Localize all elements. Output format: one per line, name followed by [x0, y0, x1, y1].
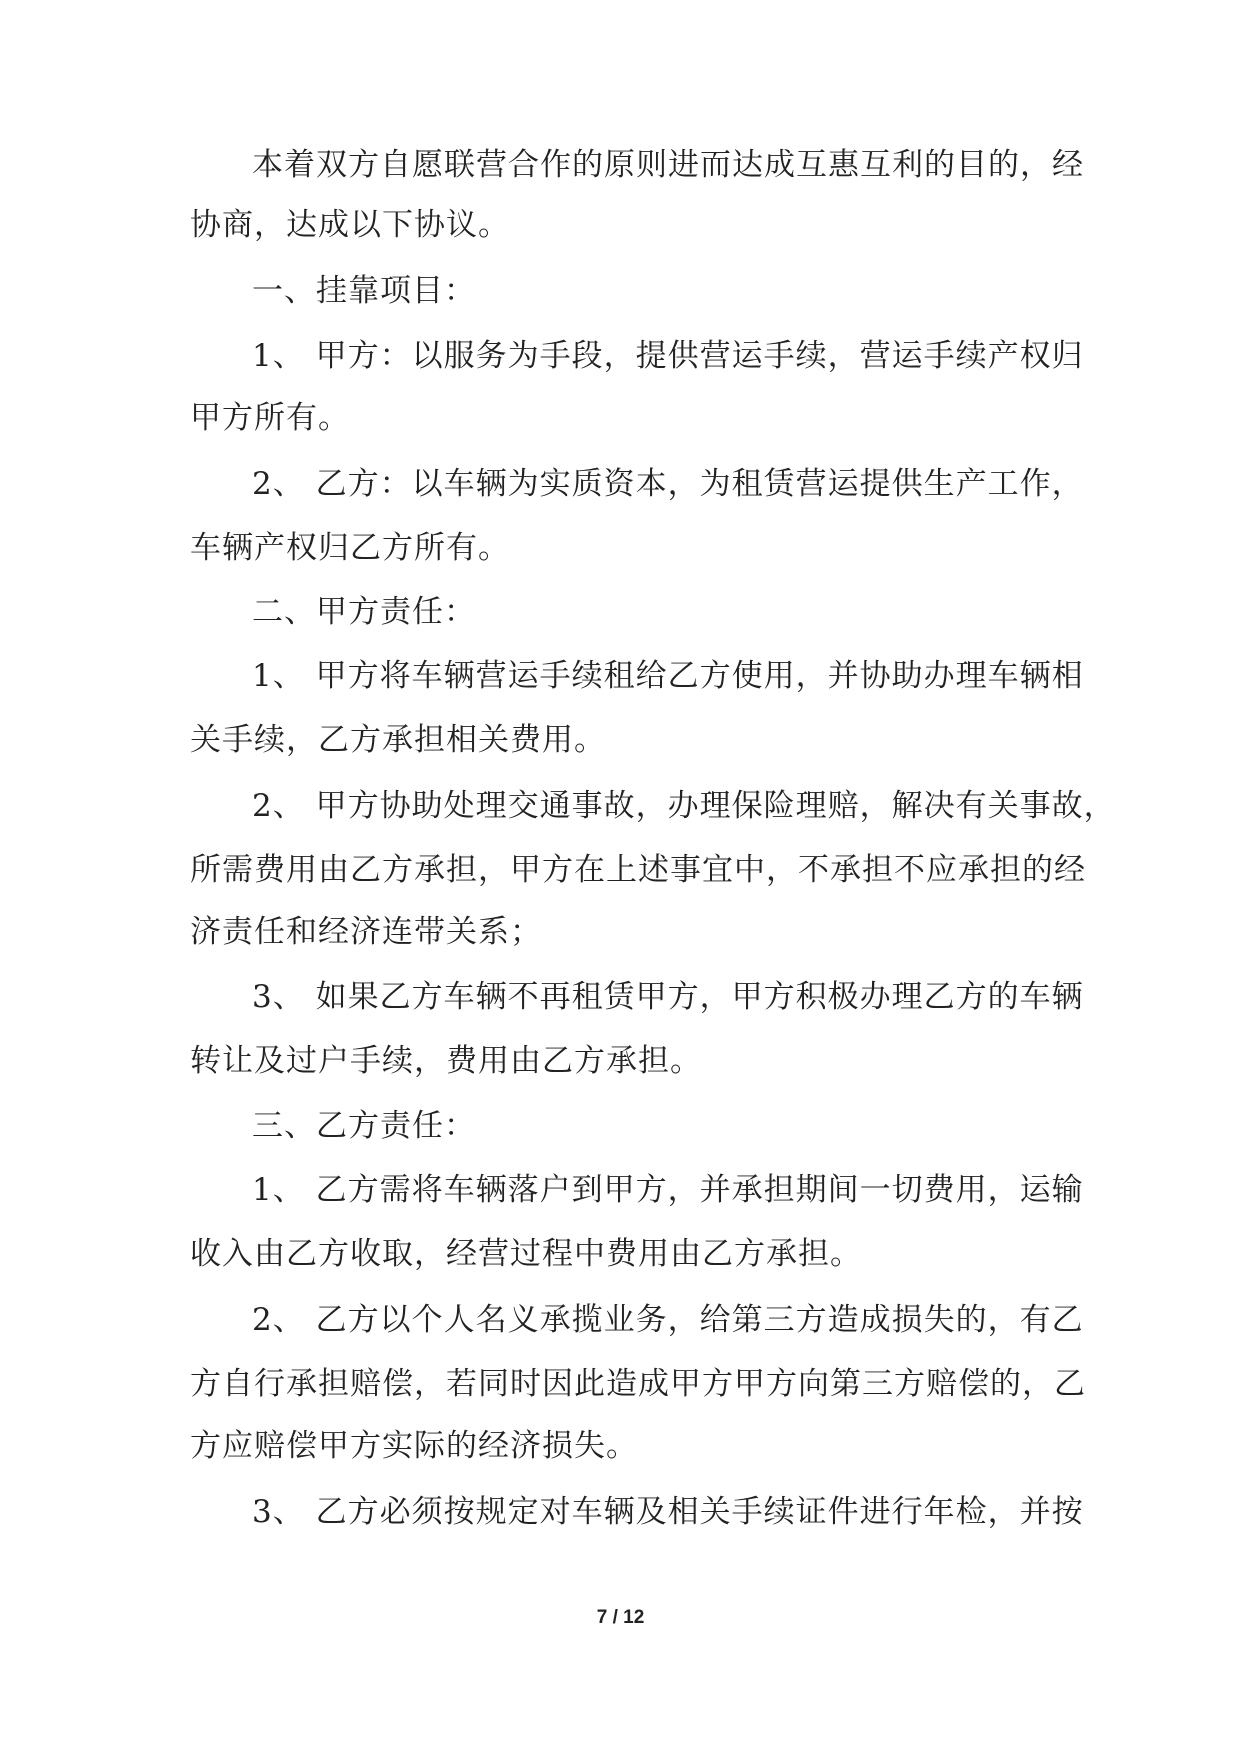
section-heading: 三、乙方责任：: [252, 1108, 476, 1144]
paragraph-line: 1、 甲方将车辆营运手续租给乙方使用，并协助办理车辆相: [252, 658, 1084, 694]
paragraph-line: 甲方所有。: [190, 400, 350, 436]
paragraph-line: 2、 甲方协助处理交通事故，办理保险理赔，解决有关事故，: [252, 788, 1116, 824]
section-heading: 二、甲方责任：: [252, 594, 476, 630]
page-number: 7 / 12: [596, 1607, 645, 1628]
paragraph-line: 所需费用由乙方承担，甲方在上述事宜中，不承担不应承担的经: [190, 852, 1086, 888]
paragraph-line: 协商，达成以下协议。: [190, 207, 510, 243]
paragraph-line: 方自行承担赔偿，若同时因此造成甲方甲方向第三方赔偿的，乙: [190, 1366, 1086, 1402]
paragraph-line: 济责任和经济连带关系；: [190, 914, 542, 950]
paragraph-line: 3、 如果乙方车辆不再租赁甲方，甲方积极办理乙方的车辆: [252, 979, 1084, 1015]
paragraph-line: 1、 乙方需将车辆落户到甲方，并承担期间一切费用，运输: [252, 1172, 1084, 1208]
paragraph-line: 车辆产权归乙方所有。: [190, 530, 510, 566]
paragraph-line: 3、 乙方必须按规定对车辆及相关手续证件进行年检，并按: [252, 1494, 1084, 1530]
paragraph-line: 转让及过户手续，费用由乙方承担。: [190, 1043, 702, 1079]
paragraph-line: 2、 乙方：以车辆为实质资本，为租赁营运提供生产工作，: [252, 466, 1084, 502]
paragraph-line: 1、 甲方：以服务为手段，提供营运手续，营运手续产权归: [252, 338, 1084, 374]
paragraph-line: 本着双方自愿联营合作的原则进而达成互惠互利的目的，经: [252, 147, 1084, 183]
paragraph-line: 方应赔偿甲方实际的经济损失。: [190, 1428, 638, 1464]
paragraph-line: 收入由乙方收取，经营过程中费用由乙方承担。: [190, 1236, 862, 1272]
paragraph-line: 2、 乙方以个人名义承揽业务，给第三方造成损失的，有乙: [252, 1302, 1084, 1338]
paragraph-line: 关手续，乙方承担相关费用。: [190, 722, 606, 758]
section-heading: 一、挂靠项目：: [252, 273, 476, 309]
